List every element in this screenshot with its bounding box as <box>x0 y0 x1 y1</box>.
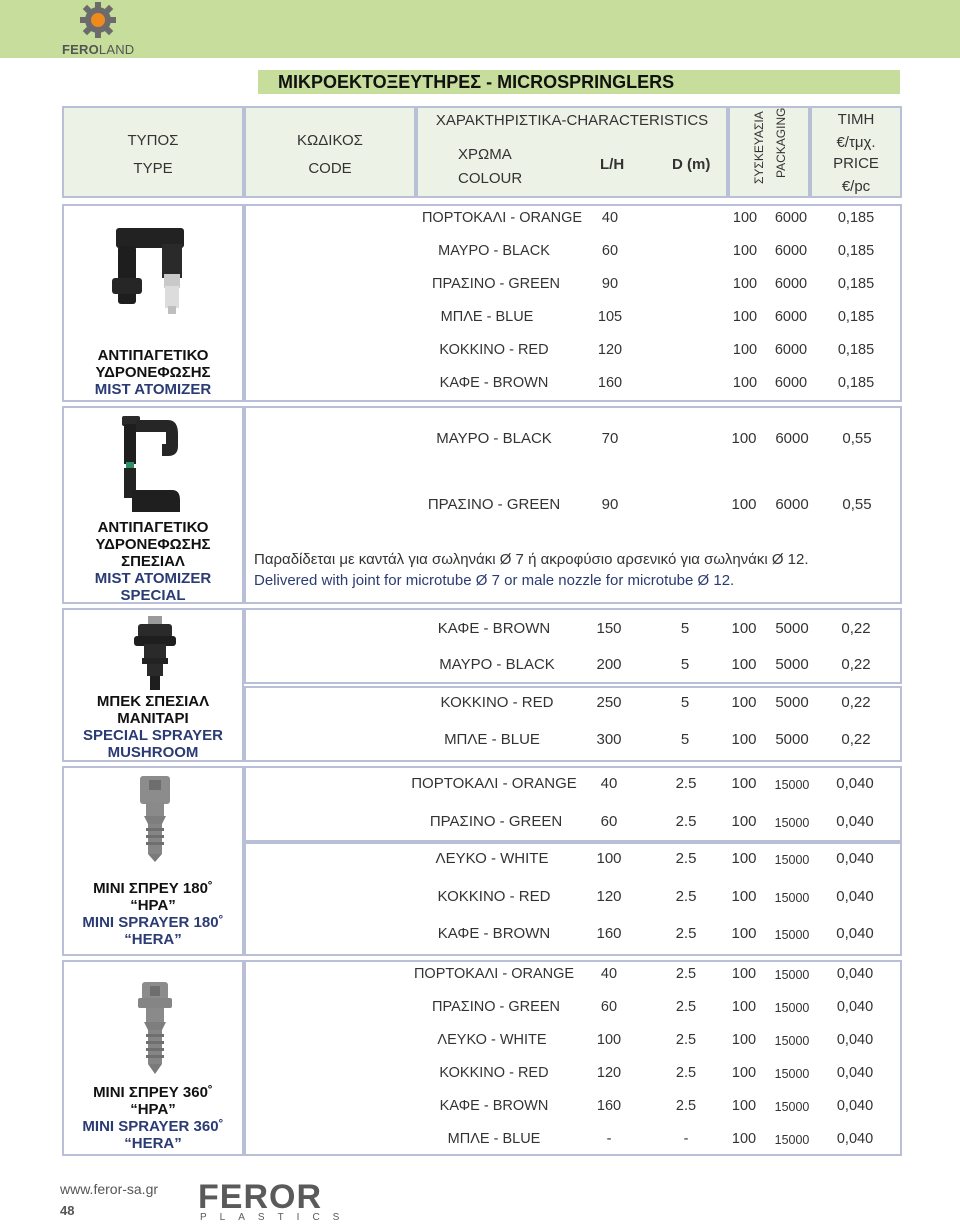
d-cell: 5 <box>680 694 690 711</box>
price-cell: 0,040 <box>836 775 874 792</box>
d-cell: 2.5 <box>675 1065 697 1081</box>
pack-cell: 100 <box>731 999 757 1015</box>
qty-cell: 6000 <box>775 496 809 513</box>
special-sprayer-image <box>130 614 180 694</box>
colour-cell: ΠΡΑΣΙΝΟ - GREEN <box>432 999 560 1015</box>
qty-cell: 15000 <box>774 1100 810 1114</box>
lh-cell: 200 <box>596 656 622 673</box>
d-cell: - <box>683 1131 689 1147</box>
page-title: ΜΙΚΡΟΕΚΤΟΞΕΥΤΗΡΕΣ - MICROSPRINGLERS <box>278 72 675 92</box>
price-cell: 0,040 <box>836 813 874 830</box>
d-cell: 5 <box>680 656 690 673</box>
colour-cell: ΚΟΚΚΙΝΟ - RED <box>437 888 551 905</box>
lh-cell: 60 <box>600 999 618 1015</box>
product-name-gr-line1: ΜΙΝΙ ΣΠΡΕΥ 360˚ <box>93 1084 213 1101</box>
d-cell: 2.5 <box>675 813 697 830</box>
product-name-en-line1: MIST ATOMIZER <box>94 381 212 398</box>
price-cell: 0,040 <box>836 966 874 982</box>
lh-cell: 60 <box>601 243 619 259</box>
colour-cell: ΜΠΛΕ - BLUE <box>444 731 540 748</box>
colour-cell: ΚΟΚΚΙΝΟ - RED <box>439 1065 549 1081</box>
colour-cell: ΠΟΡΤΟΚΑΛΙ - ORANGE <box>413 966 575 982</box>
product-name-gr-line2: “ΗΡΑ” <box>130 897 176 914</box>
price-cell: 0,185 <box>837 342 875 358</box>
pack-cell: 100 <box>731 850 757 867</box>
colour-cell: ΚΑΦΕ - BROWN <box>437 925 551 942</box>
logo-text-light: LAND <box>98 42 135 57</box>
price-cell: 0,040 <box>836 925 874 942</box>
header-colour-en: COLOUR <box>458 170 523 187</box>
lh-cell: 100 <box>596 850 622 867</box>
product-name-en-line2: “HERA” <box>124 931 182 948</box>
colour-cell: ΠΡΑΣΙΝΟ - GREEN <box>427 496 561 513</box>
pack-cell: 100 <box>732 375 758 391</box>
colour-cell: ΚΑΦΕ - BROWN <box>437 620 551 637</box>
lh-cell: 300 <box>596 731 622 748</box>
price-cell: 0,22 <box>841 656 871 673</box>
rows-box-mist-atomizer <box>244 204 902 402</box>
product-name-en-line2: MUSHROOM <box>107 744 199 761</box>
d-cell: 2.5 <box>675 775 697 792</box>
qty-cell: 15000 <box>774 1001 810 1015</box>
d-cell: 2.5 <box>675 966 697 982</box>
pack-cell: 100 <box>731 813 757 830</box>
header-characteristics: ΧΑΡΑΚΤΗΡΙΣΤΙΚΑ-CHARACTERISTICS <box>435 112 709 129</box>
page-number: 48 <box>60 1203 75 1218</box>
footer-url[interactable]: www.feror-sa.gr <box>60 1181 159 1197</box>
qty-cell: 15000 <box>774 1034 810 1048</box>
colour-cell: ΠΡΑΣΙΝΟ - GREEN <box>432 276 560 292</box>
lh-cell: 90 <box>601 496 619 513</box>
qty-cell: 5000 <box>775 620 809 637</box>
product-name-gr-line2: ΜΑΝΙΤΑΡΙ <box>117 710 189 727</box>
header-price-cell <box>810 106 902 198</box>
lh-cell: 90 <box>601 276 619 292</box>
header-packaging-gr: ΣΥΣΚΕΥΑΣΙΑ <box>752 111 766 184</box>
qty-cell: 15000 <box>774 816 810 830</box>
feror-logo: FEROR <box>198 1178 322 1216</box>
qty-cell: 6000 <box>774 276 808 292</box>
price-cell: 0,040 <box>836 1065 874 1081</box>
pack-cell: 100 <box>731 1131 757 1147</box>
pack-cell: 100 <box>732 342 758 358</box>
price-cell: 0,22 <box>841 620 871 637</box>
d-cell: 2.5 <box>675 925 697 942</box>
product-name-mist-atomizer-special <box>64 519 242 604</box>
pack-cell: 100 <box>731 731 757 748</box>
pack-cell: 100 <box>731 620 757 637</box>
product-name-gr-line2: ΥΔΡΟΝΕΦΩΣΗΣ <box>95 536 211 553</box>
pack-cell: 100 <box>731 430 757 447</box>
colour-cell: ΠΟΡΤΟΚΑΛΙ - ORANGE <box>421 210 583 226</box>
colour-cell: ΜΑΥΡΟ - BLACK <box>439 656 555 673</box>
product-name-mist-atomizer <box>64 347 242 398</box>
header-d: D (m) <box>672 156 711 173</box>
pack-cell: 100 <box>731 694 757 711</box>
colour-cell: ΠΡΑΣΙΝΟ - GREEN <box>429 813 563 830</box>
pack-cell: 100 <box>731 1032 757 1048</box>
qty-cell: 15000 <box>774 891 810 905</box>
pack-cell: 100 <box>731 888 757 905</box>
lh-cell: - <box>606 1131 612 1147</box>
price-cell: 0,040 <box>836 1131 874 1147</box>
colour-cell: ΛΕΥΚΟ - WHITE <box>435 850 549 867</box>
header-price-gr: ΤΙΜΗ <box>837 111 875 128</box>
qty-cell: 5000 <box>775 731 809 748</box>
d-cell: 2.5 <box>675 1032 697 1048</box>
lh-cell: 120 <box>596 888 622 905</box>
price-cell: 0,040 <box>836 999 874 1015</box>
product-name-gr-line3: ΣΠΕΣΙΑΛ <box>121 553 185 570</box>
lh-cell: 160 <box>596 925 622 942</box>
colour-cell: ΜΠΛΕ - BLUE <box>440 309 534 325</box>
lh-cell: 150 <box>596 620 622 637</box>
price-cell: 0,22 <box>841 694 871 711</box>
product-name-gr-line2: ΥΔΡΟΝΕΦΩΣΗΣ <box>95 364 211 381</box>
product-name-en-line1: MINI SPRAYER 360˚ <box>82 1118 224 1135</box>
price-cell: 0,55 <box>842 496 872 513</box>
product-name-en-line1: MINI SPRAYER 180˚ <box>82 914 224 931</box>
qty-cell: 15000 <box>774 1067 810 1081</box>
d-cell: 5 <box>680 731 690 748</box>
product-name-gr-line2: “ΗΡΑ” <box>130 1101 176 1118</box>
pack-cell: 100 <box>732 210 758 226</box>
product-name-gr-line1: ΜΠΕΚ ΣΠΕΣΙΑΛ <box>96 693 210 710</box>
qty-cell: 15000 <box>774 778 810 792</box>
qty-cell: 5000 <box>775 694 809 711</box>
colour-cell: ΚΑΦΕ - BROWN <box>439 375 549 391</box>
header-colour-gr: ΧΡΩΜΑ <box>458 146 512 163</box>
colour-cell: ΚΑΦΕ - BROWN <box>439 1098 549 1114</box>
qty-cell: 6000 <box>774 375 808 391</box>
product-name-special-sprayer <box>64 693 242 761</box>
pack-cell: 100 <box>732 276 758 292</box>
note-gr: Παραδίδεται με καντάλ για σωληνάκι Ø 7 ή ακροφύσιο αρσενικό για σωληνάκι Ø 12. <box>254 551 809 568</box>
pack-cell: 100 <box>731 966 757 982</box>
product-name-gr-line1: ΑΝΤΙΠΑΓΕΤΙΚΟ <box>97 347 209 364</box>
lh-cell: 250 <box>596 694 622 711</box>
header-code-en: CODE <box>308 160 352 177</box>
d-cell: 2.5 <box>675 850 697 867</box>
price-cell: 0,55 <box>842 430 872 447</box>
header-packaging-cell <box>728 106 810 198</box>
price-cell: 0,185 <box>837 276 875 292</box>
pack-cell: 100 <box>731 925 757 942</box>
lh-cell: 160 <box>596 1098 622 1114</box>
qty-cell: 15000 <box>774 1133 810 1147</box>
lh-cell: 40 <box>600 966 618 982</box>
header-type-cell <box>62 106 244 198</box>
feror-logo-sub: PLASTICS <box>200 1212 353 1223</box>
colour-cell: ΠΟΡΤΟΚΑΛΙ - ORANGE <box>411 775 577 792</box>
lh-cell: 100 <box>596 1032 622 1048</box>
header-price-en: PRICE <box>833 155 879 172</box>
header-price-unit-en: €/pc <box>841 178 871 195</box>
product-name-en-line2: “HERA” <box>124 1135 182 1152</box>
colour-cell: ΚΟΚΚΙΝΟ - RED <box>439 342 549 358</box>
qty-cell: 6000 <box>774 243 808 259</box>
top-bar <box>0 0 960 58</box>
colour-cell: ΚΟΚΚΙΝΟ - RED <box>440 694 554 711</box>
lh-cell: 60 <box>600 813 618 830</box>
colour-cell: ΜΑΥΡΟ - BLACK <box>438 243 550 259</box>
header-lh: L/H <box>600 156 625 173</box>
qty-cell: 6000 <box>774 210 808 226</box>
header-packaging-en: PACKAGING <box>774 107 788 178</box>
header-price-unit-gr: €/τμχ. <box>836 134 876 151</box>
d-cell: 5 <box>680 620 690 637</box>
qty-cell: 15000 <box>774 853 810 867</box>
d-cell: 2.5 <box>675 999 697 1015</box>
price-cell: 0,185 <box>837 375 875 391</box>
qty-cell: 6000 <box>774 342 808 358</box>
mini-sprayer-180-image <box>132 774 178 864</box>
colour-cell: ΛΕΥΚΟ - WHITE <box>437 1032 547 1048</box>
feroland-logo <box>62 2 134 56</box>
colour-cell: ΜΑΥΡΟ - BLACK <box>436 430 552 447</box>
price-cell: 0,040 <box>836 1098 874 1114</box>
d-cell: 2.5 <box>675 888 697 905</box>
product-name-en-line2: SPECIAL <box>120 587 186 604</box>
price-cell: 0,185 <box>837 210 875 226</box>
price-cell: 0,040 <box>836 850 874 867</box>
lh-cell: 70 <box>601 430 619 447</box>
lh-cell: 160 <box>597 375 623 391</box>
header-characteristics-cell <box>416 106 728 198</box>
pack-cell: 100 <box>731 1065 757 1081</box>
lh-cell: 40 <box>601 210 619 226</box>
price-cell: 0,040 <box>836 1032 874 1048</box>
price-cell: 0,185 <box>837 243 875 259</box>
lh-cell: 120 <box>596 1065 622 1081</box>
price-cell: 0,040 <box>836 888 874 905</box>
rows-box-mini-sprayer-360 <box>244 960 902 1156</box>
header-type-en: TYPE <box>133 160 173 177</box>
lh-cell: 120 <box>597 342 623 358</box>
header-code-cell <box>244 106 416 198</box>
qty-cell: 6000 <box>774 309 808 325</box>
header-type-gr: ΤΥΠΟΣ <box>127 132 179 149</box>
qty-cell: 5000 <box>775 656 809 673</box>
pack-cell: 100 <box>731 496 757 513</box>
pack-cell: 100 <box>731 1098 757 1114</box>
qty-cell: 6000 <box>775 430 809 447</box>
qty-cell: 15000 <box>774 928 810 942</box>
mist-atomizer-special-image <box>112 412 186 516</box>
product-name-en-line1: SPECIAL SPRAYER <box>82 727 224 744</box>
pack-cell: 100 <box>731 775 757 792</box>
d-cell: 2.5 <box>675 1098 697 1114</box>
price-cell: 0,185 <box>837 309 875 325</box>
pack-cell: 100 <box>731 656 757 673</box>
logo-text-bold: FERO <box>62 42 99 57</box>
pack-cell: 100 <box>732 309 758 325</box>
title-bar <box>258 70 900 94</box>
product-name-gr-line1: ΜΙΝΙ ΣΠΡΕΥ 180˚ <box>93 880 213 897</box>
pack-cell: 100 <box>732 243 758 259</box>
product-name-gr-line1: ΑΝΤΙΠΑΓΕΤΙΚΟ <box>97 519 209 536</box>
qty-cell: 15000 <box>774 968 810 982</box>
gear-icon <box>80 2 116 40</box>
lh-cell: 40 <box>600 775 618 792</box>
product-name-mini-sprayer-360 <box>64 1084 242 1152</box>
mist-atomizer-image <box>108 220 192 320</box>
lh-cell: 105 <box>597 309 623 325</box>
note-en: Delivered with joint for microtube Ø 7 or male nozzle for microtube Ø 12. <box>254 572 735 589</box>
header-code-gr: ΚΩΔΙΚΟΣ <box>297 132 363 149</box>
colour-cell: ΜΠΛΕ - BLUE <box>447 1131 541 1147</box>
product-name-en-line1: MIST ATOMIZER <box>94 570 212 587</box>
price-cell: 0,22 <box>841 731 871 748</box>
product-name-mini-sprayer-180 <box>64 880 242 948</box>
mini-sprayer-360-image <box>130 980 180 1076</box>
